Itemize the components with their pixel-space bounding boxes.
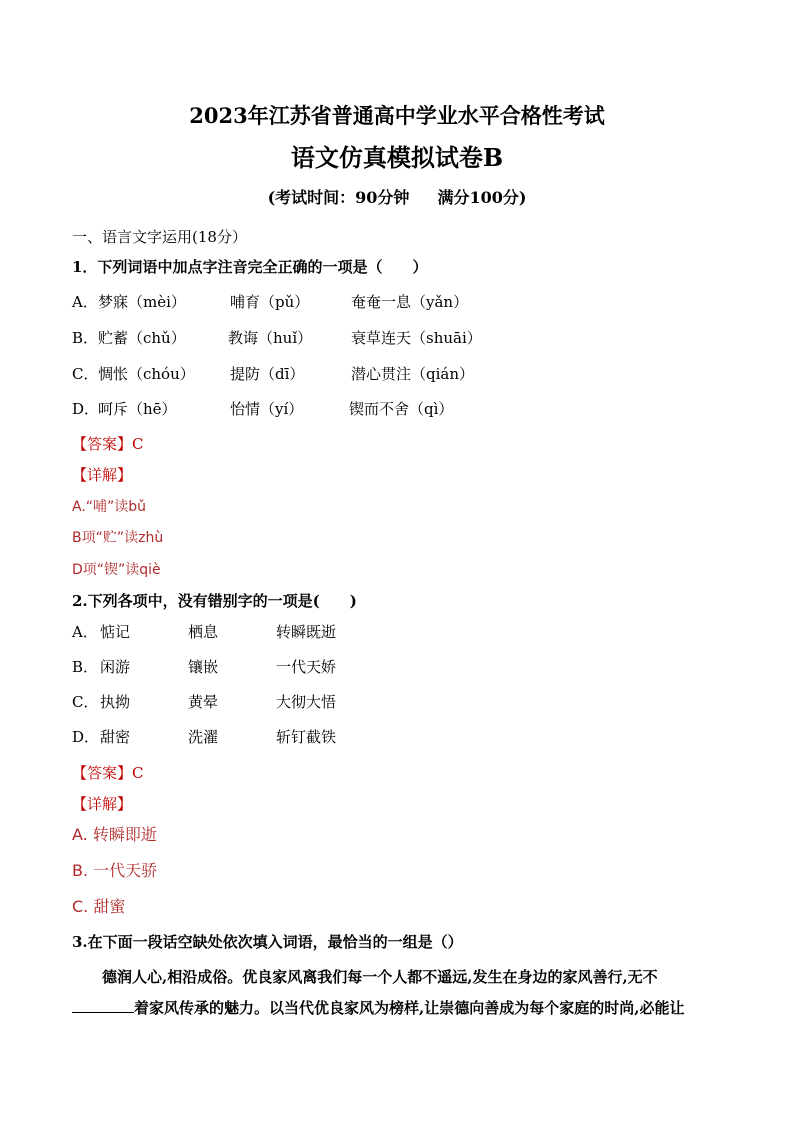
q2-option-item: 洗濯 bbox=[188, 728, 219, 746]
exam-title: 2023年江苏省普通高中学业水平合格性考试 bbox=[189, 103, 605, 128]
q2-option-item: 转瞬既逝 bbox=[276, 623, 337, 641]
q1-option-item: 惆怅（chóu） bbox=[98, 365, 195, 383]
q1-option-label: C． bbox=[72, 365, 99, 383]
q2-stem: 2.下列各项中，没有错别字的一项是( ) bbox=[72, 592, 357, 610]
answer-value: C bbox=[132, 764, 144, 782]
q2-option-item: 镶嵌 bbox=[188, 658, 219, 676]
q1-detail-line: B项“贮”读zhù bbox=[72, 530, 164, 546]
q2-option-label: C． bbox=[72, 693, 99, 711]
open-paren: ( bbox=[267, 188, 276, 207]
fill-blank[interactable] bbox=[72, 998, 134, 1013]
q1-option-item: 锲而不舍（qì） bbox=[349, 400, 454, 418]
q2-option-item: 黄晕 bbox=[188, 693, 219, 711]
q1-option-label: D． bbox=[72, 400, 100, 418]
q1-detail-line: A.“哺”读bǔ bbox=[72, 499, 147, 515]
q2-option-item: 执拗 bbox=[100, 693, 131, 711]
q1-option-item: 梦寐（mèi） bbox=[98, 293, 186, 311]
q2-option-item: 闲游 bbox=[100, 658, 131, 676]
q2-option-item: 甜密 bbox=[100, 728, 131, 746]
q1-answer bbox=[72, 434, 144, 454]
q1-option-item: 贮蓄（chǔ） bbox=[98, 329, 186, 347]
answer-tag: 【答案】 bbox=[72, 764, 133, 782]
q2-detail-line: B. 一代天骄 bbox=[72, 861, 158, 880]
q2-option-item: 惦记 bbox=[100, 623, 131, 641]
q2-option-label: D． bbox=[72, 728, 100, 746]
q1-option-item: 奄奄一息（yǎn） bbox=[351, 293, 469, 311]
q2-option-item: 大彻大悟 bbox=[276, 693, 337, 711]
q1-option-item: 潜心贯注（qián） bbox=[351, 365, 475, 383]
answer-tag: 【答案】 bbox=[72, 435, 133, 453]
q1-option-label: A． bbox=[72, 293, 98, 311]
q2-detail-tag: 【详解】 bbox=[72, 795, 133, 813]
q1-option-item: 提防（dī） bbox=[230, 365, 305, 383]
q2-detail-line: C. 甜蜜 bbox=[72, 897, 126, 916]
q3-passage-text: 着家风传承的魅力。以当代优良家风为榜样,让崇德向善成为每个家庭的时尚,必能让 bbox=[134, 999, 685, 1017]
q1-option-item: 教诲（huǐ） bbox=[228, 329, 313, 347]
time-note: 考试时间：90分钟 bbox=[275, 188, 410, 207]
score-note: 满分100分 bbox=[437, 188, 519, 207]
q3-stem: 3.在下面一段话空缺处依次填入词语，最恰当的一组是（） bbox=[72, 933, 463, 951]
q2-option-item: 斩钉截铁 bbox=[276, 728, 337, 746]
answer-value: C bbox=[132, 435, 144, 453]
q2-option-item: 栖息 bbox=[188, 623, 219, 641]
q1-option-item: 呵斥（hē） bbox=[98, 400, 177, 418]
section-1-title: 一、语言文字运用(18分） bbox=[72, 228, 247, 246]
q1-stem: 1．下列词语中加点字注音完全正确的一项是（ ） bbox=[72, 258, 428, 276]
q2-option-label: B． bbox=[72, 658, 99, 676]
q2-option-item: 一代天娇 bbox=[276, 658, 337, 676]
q2-answer bbox=[72, 763, 144, 783]
q3-passage-line-1: 德润人心,相沿成俗。优良家风离我们每一个人都不遥远,发生在身边的家风善行,无不 bbox=[102, 968, 658, 986]
q1-option-item: 衰草连天（shuāi） bbox=[351, 329, 482, 347]
q1-option-item: 哺育（pǔ） bbox=[230, 293, 310, 311]
close-paren: ) bbox=[518, 188, 527, 207]
q1-option-item: 怡情（yí） bbox=[230, 400, 304, 418]
exam-subtitle: 语文仿真模拟试卷B bbox=[290, 143, 504, 172]
q2-detail-line: A. 转瞬即逝 bbox=[72, 825, 157, 844]
exam-info bbox=[0, 187, 794, 209]
q1-option-label: B． bbox=[72, 329, 99, 347]
q1-detail-line: D项“锲”读qiè bbox=[72, 562, 161, 578]
q1-detail-tag: 【详解】 bbox=[72, 466, 133, 484]
q2-option-label: A． bbox=[72, 623, 98, 641]
q3-passage-line-2 bbox=[72, 993, 732, 1023]
